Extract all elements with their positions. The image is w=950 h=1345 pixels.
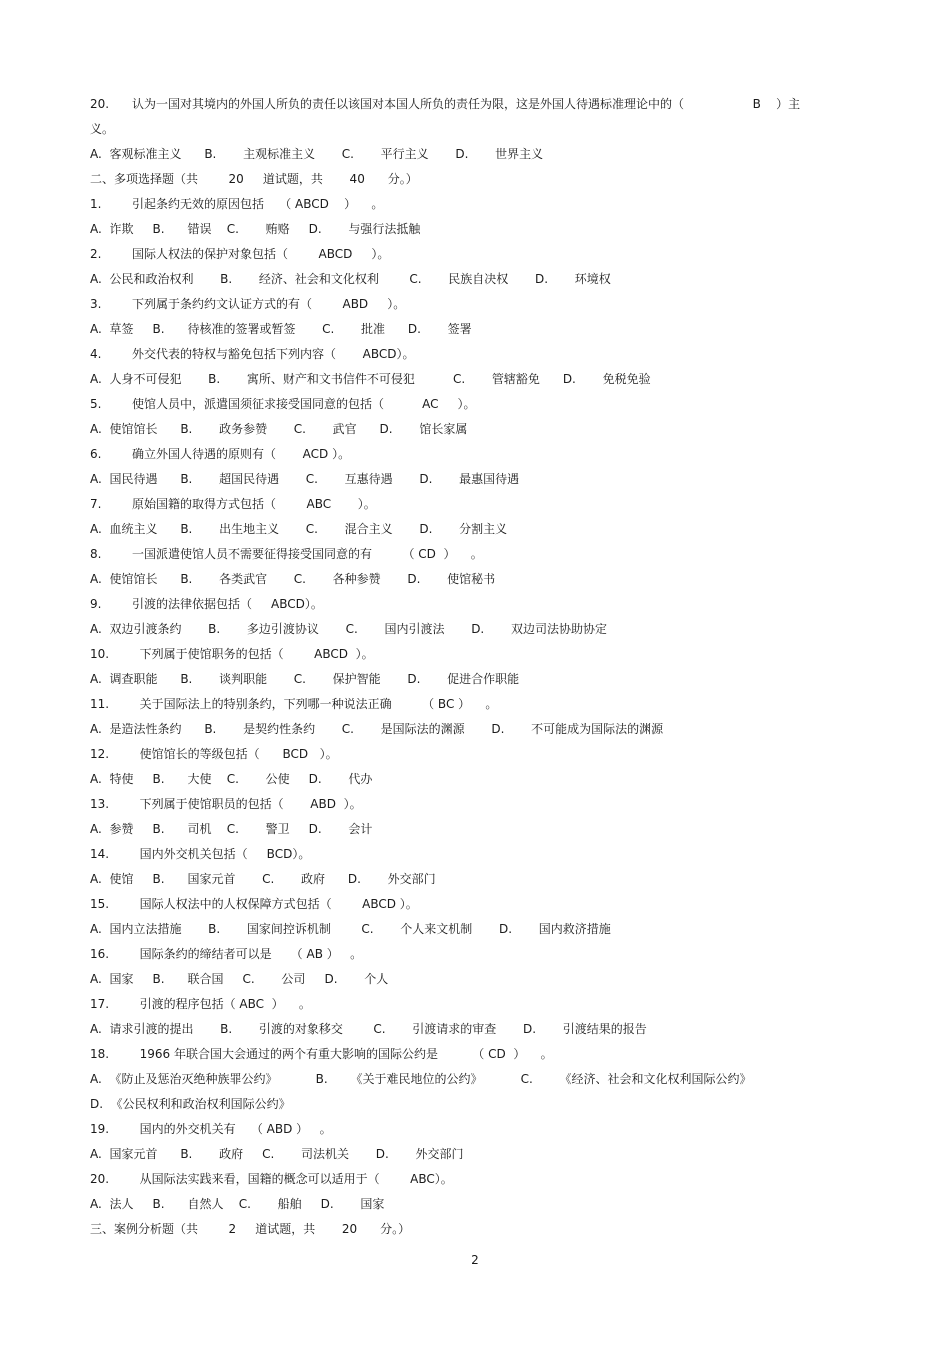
text-line: 三、案例分析题（共 2 道试题，共 20 分。） bbox=[90, 1222, 411, 1236]
text-line: A. 血统主义 B. 出生地主义 C. 混合主义 D. 分割主义 bbox=[90, 522, 508, 536]
text-line: 16. 国际条约的缔结者可以是 （ AB ） 。 bbox=[90, 947, 363, 961]
text-line: A. 国民待遇 B. 超国民待遇 C. 互惠待遇 D. 最惠国待遇 bbox=[90, 472, 520, 486]
text-line: 4. 外交代表的特权与豁免包括下列内容（ ABCD）。 bbox=[90, 347, 415, 361]
text-line: A. 人身不可侵犯 B. 寓所、财产和文书信件不可侵犯 C. 管辖豁免 D. 免税免验 bbox=[90, 372, 651, 386]
text-line: A. 国家 B. 联合国 C. 公司 D. 个人 bbox=[90, 972, 389, 986]
text-line: A. 诈欺 B. 错误 C. 贿赂 D. 与强行法抵触 bbox=[90, 222, 421, 236]
text-line: A. 请求引渡的提出 B. 引渡的对象移交 C. 引渡请求的审查 D. 引渡结果的报告 bbox=[90, 1022, 647, 1036]
text-line: 8. 一国派遣使馆人员不需要征得接受国同意的有 （ CD ） 。 bbox=[90, 547, 483, 561]
text-line: A. 是造法性条约 B. 是契约性条约 C. 是国际法的渊源 D. 不可能成为国际法的渊源 bbox=[90, 722, 664, 736]
text-line: A. 客观标准主义 B. 主观标准主义 C. 平行主义 D. 世界主义 bbox=[90, 147, 544, 161]
text-line: 7. 原始国籍的取得方式包括（ ABC ）。 bbox=[90, 497, 376, 511]
text-line: 20. 从国际法实践来看，国籍的概念可以适用于（ ABC）。 bbox=[90, 1172, 453, 1186]
text-line: A. 使馆馆长 B. 政务参赞 C. 武官 D. 馆长家属 bbox=[90, 422, 468, 436]
text-line: 14. 国内外交机关包括（ BCD）。 bbox=[90, 847, 311, 861]
text-line: 18. 1966 年联合国大会通过的两个有重大影响的国际公约是 （ CD ） 。 bbox=[90, 1047, 553, 1061]
text-line: 10. 下列属于使馆职务的包括（ ABCD ）。 bbox=[90, 647, 374, 661]
text-line: 12. 使馆馆长的等级包括（ BCD ）。 bbox=[90, 747, 338, 761]
text-line: 15. 国际人权法中的人权保障方式包括（ ABCD ）。 bbox=[90, 897, 418, 911]
text-line: A. 特使 B. 大使 C. 公使 D. 代办 bbox=[90, 772, 373, 786]
text-line: A. 《防止及惩治灭绝种族罪公约》 B. 《关于难民地位的公约》 C. 《经济、社会和文化权利国际公约》 bbox=[90, 1072, 752, 1086]
text-line: A. 调查职能 B. 谈判职能 C. 保护智能 D. 促进合作职能 bbox=[90, 672, 520, 686]
text-line: A. 使馆 B. 国家元首 C. 政府 D. 外交部门 bbox=[90, 872, 436, 886]
text-line: 3. 下列属于条约约文认证方式的有（ ABD ）。 bbox=[90, 297, 406, 311]
text-line: 13. 下列属于使馆职员的包括（ ABD ）。 bbox=[90, 797, 362, 811]
text-line: 17. 引渡的程序包括（ ABC ） 。 bbox=[90, 997, 311, 1011]
text-line: A. 草签 B. 待核准的签署或暂签 C. 批准 D. 签署 bbox=[90, 322, 472, 336]
text-line: A. 公民和政治权利 B. 经济、社会和文化权利 C. 民族自决权 D. 环境权 bbox=[90, 272, 611, 286]
text-line: 5. 使馆人员中，派遣国须征求接受国同意的包括（ AC ）。 bbox=[90, 397, 476, 411]
text-line: A. 国家元首 B. 政府 C. 司法机关 D. 外交部门 bbox=[90, 1147, 464, 1161]
text-line: 20. 认为一国对其境内的外国人所负的责任以该国对本国人所负的责任为限，这是外国人待遇标准理论中的（ B ）主 bbox=[90, 97, 801, 111]
text-line: A. 双边引渡条约 B. 多边引渡协议 C. 国内引渡法 D. 双边司法协助协定 bbox=[90, 622, 607, 636]
text-line: A. 国内立法措施 B. 国家间控诉机制 C. 个人来文机制 D. 国内救济措施 bbox=[90, 922, 611, 936]
text-line: 2. 国际人权法的保护对象包括（ ABCD ）。 bbox=[90, 247, 390, 261]
text-line: A. 法人 B. 自然人 C. 船舶 D. 国家 bbox=[90, 1197, 385, 1211]
text-line: 19. 国内的外交机关有 （ ABD ） 。 bbox=[90, 1122, 332, 1136]
text-line: A. 使馆馆长 B. 各类武官 C. 各种参赞 D. 使馆秘书 bbox=[90, 572, 496, 586]
page-number: 2 bbox=[471, 1253, 479, 1267]
text-line: 义。 bbox=[90, 122, 115, 136]
text-line: A. 参赞 B. 司机 C. 警卫 D. 会计 bbox=[90, 822, 373, 836]
text-line: D. 《公民权利和政治权利国际公约》 bbox=[90, 1097, 291, 1111]
text-line: 9. 引渡的法律依据包括（ ABCD）。 bbox=[90, 597, 323, 611]
text-line: 6. 确立外国人待遇的原则有（ ACD ）。 bbox=[90, 447, 351, 461]
text-line: 1. 引起条约无效的原因包括 （ ABCD ） 。 bbox=[90, 197, 384, 211]
text-line: 11. 关于国际法上的特别条约，下列哪一种说法正确 （ BC ） 。 bbox=[90, 697, 498, 711]
text-line: 二、多项选择题（共 20 道试题，共 40 分。） bbox=[90, 172, 418, 186]
